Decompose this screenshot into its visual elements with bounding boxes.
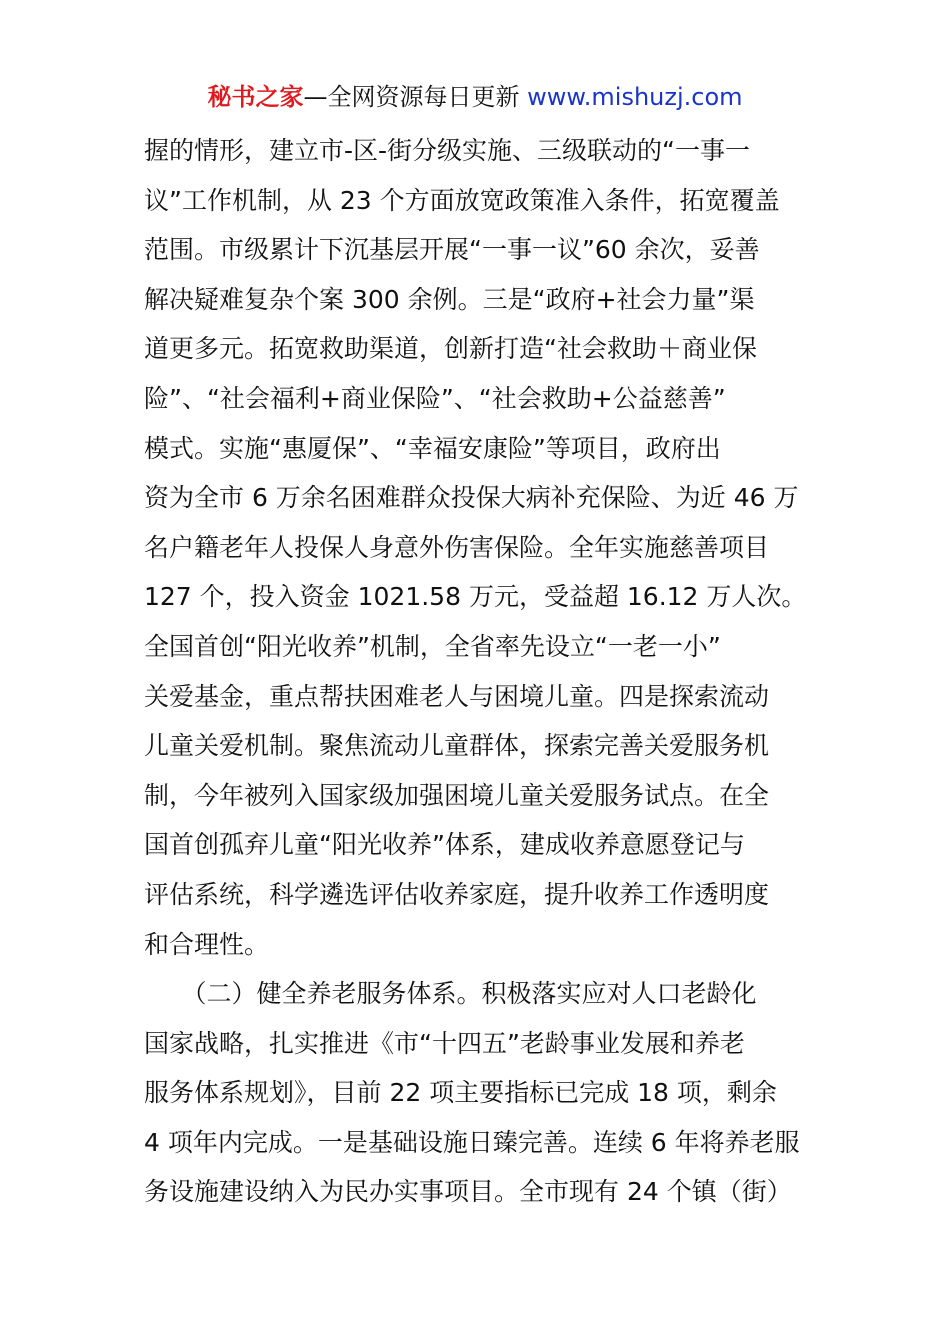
text-line: 道更多元。拓宽救助渠道，创新打造“社会救助＋商业保 xyxy=(144,334,757,364)
text-line: 制，今年被列入国家级加强困境儿童关爱服务试点。在全 xyxy=(144,780,770,810)
text-line: 4 项年内完成。一是基础设施日臻完善。连续 6 年将养老服 xyxy=(144,1127,800,1157)
text-line: 国首创孤弃儿童“阳光收养”体系，建成收养意愿登记与 xyxy=(144,830,745,860)
text-line: 解决疑难复杂个案 300 余例。三是“政府+社会力量”渠 xyxy=(144,284,755,314)
document-body xyxy=(144,126,814,1217)
text-line: 服务体系规划》，目前 22 项主要指标已完成 18 项，剩余 xyxy=(144,1078,777,1108)
text-line: 范围。市级累计下沉基层开展“一事一议”60 余次，妥善 xyxy=(144,235,760,265)
text-line: 握的情形，建立市-区-街分级实施、三级联动的“一事一 xyxy=(144,136,750,165)
text-line: 名户籍老年人投保人身意外伤害保险。全年实施慈善项目 xyxy=(144,532,770,562)
header-tagline: —全网资源每日更新 xyxy=(303,83,528,111)
text-line: 评估系统，科学遴选评估收养家庭，提升收养工作透明度 xyxy=(144,879,770,909)
site-url-link[interactable]: www.mishuzj.com xyxy=(527,83,743,111)
text-line: 务设施建设纳入为民办实事项目。全市现有 24 个镇（街） xyxy=(144,1177,792,1207)
text-line: 儿童关爱机制。聚焦流动儿童群体，探索完善关爱服务机 xyxy=(144,731,770,761)
text-line: 议”工作机制，从 23 个方面放宽政策准入条件，拓宽覆盖 xyxy=(144,185,780,215)
text-line: 模式。实施“惠厦保”、“幸福安康险”等项目，政府出 xyxy=(144,433,721,463)
text-line: 127 个，投入资金 1021.58 万元，受益超 16.12 万人次。 xyxy=(144,582,807,612)
text-line: 资为全市 6 万余名困难群众投保大病补充保险、为近 46 万 xyxy=(144,483,799,513)
brand-name: 秘书之家 xyxy=(207,83,304,111)
text-line: 关爱基金，重点帮扶困难老人与困境儿童。四是探索流动 xyxy=(144,681,770,711)
text-line: 和合理性。 xyxy=(144,929,270,959)
text-line: 全国首创“阳光收养”机制，全省率先设立“一老一小” xyxy=(144,631,721,661)
text-line: 险”、“社会福利+商业保险”、“社会救助+公益慈善” xyxy=(144,383,726,413)
page-header xyxy=(0,82,950,112)
text-line: 国家战略，扎实推进《市“十四五”老龄事业发展和养老 xyxy=(144,1028,745,1058)
text-line: （二）健全养老服务体系。积极落实应对人口老龄化 xyxy=(144,979,757,1009)
